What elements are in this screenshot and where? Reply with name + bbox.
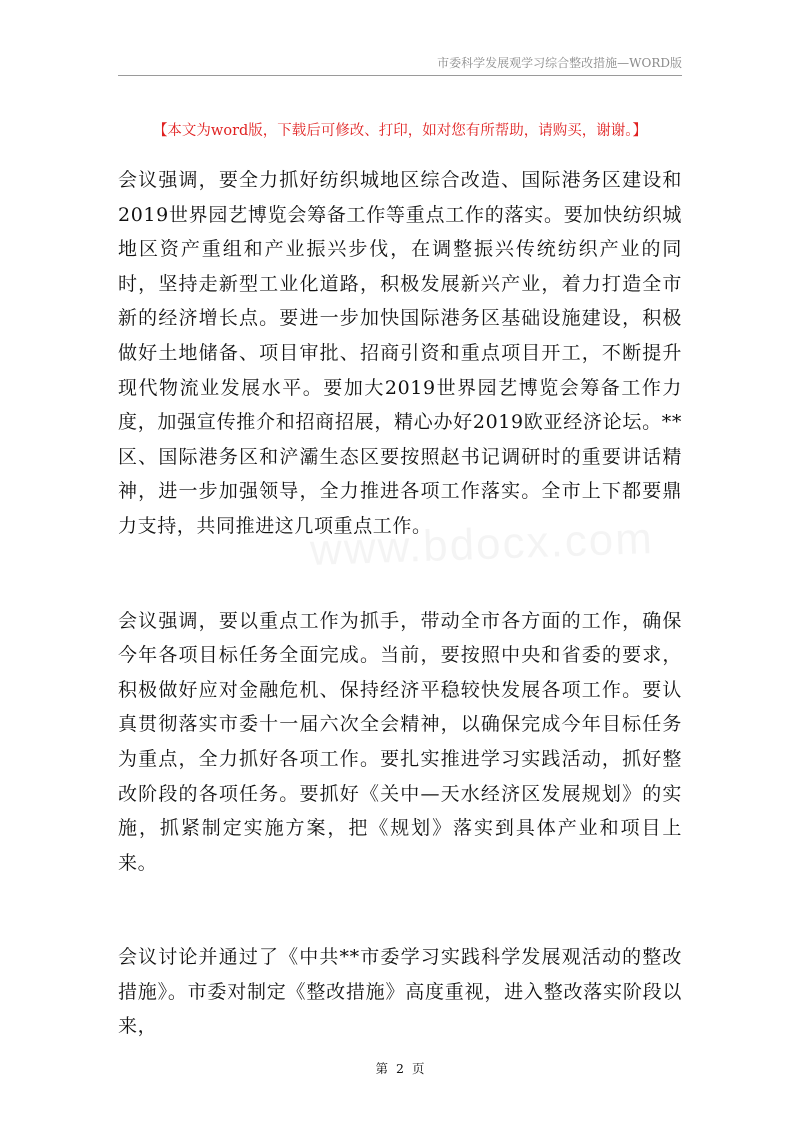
page-number: 2 — [396, 1061, 404, 1076]
paragraph: 会议讨论并通过了《中共**市委学习实践科学发展观活动的整改措施》。市委对制定《整改措施》高度重视，进入整改落实阶段以来， — [118, 946, 682, 1038]
header-divider — [118, 75, 682, 76]
document-body — [118, 163, 682, 1104]
paragraph: 会议强调，要以重点工作为抓手，带动全市各方面的工作，确保今年各项目标任务全面完成。当前，要按照中央和省委的要求，积极做好应对金融危机、保持经济平稳较快发展各项工作。要认真贯彻落实市委十一届六次全会精神，以确保完成今年目标任务为重点，全力抓好各项工作。要扎实推进学习实践活动，抓好整改阶段的各项任务。要抓好《关中—天水经济区发展规划》的实施，抓紧制定实施方案，把《规划》落实到具体产业和项目上来。 — [118, 609, 682, 874]
page-prefix: 第 — [375, 1061, 389, 1076]
running-header: 市委科学发展观学习综合整改措施—WORD版 — [437, 56, 682, 70]
paragraph: 会议强调，要全力抓好纺织城地区综合改造、国际港务区建设和2019世界园艺博览会筹备工作等重点工作的落实。要加快纺织城地区资产重组和产业振兴步伐，在调整振兴传统纺织产业的同时，坚持走新型工业化道路，积极发展新兴产业，着力打造全市新的经济增长点。要进一步加快国际港务区基础设施建设，积极做好土地储备、项目审批、招商引资和重点项目开工，不断提升现代物流业发展水平。要加大2019世界园艺博览会筹备工作力度，加强宣传推介和招商招展，精心办好2019欧亚经济论坛。**区、国际港务区和浐灞生态区要按照赵书记调研时的重要讲话精神，进一步加强领导，全力推进各项工作落实。全市上下都要鼎力支持，共同推进这几项重点工作。 — [118, 169, 682, 537]
page-suffix: 页 — [411, 1061, 425, 1076]
page-footer — [0, 1059, 800, 1077]
purchase-notice: 【本文为word版，下载后可修改、打印，如对您有所帮助，请购买，谢谢。】 — [152, 123, 648, 139]
